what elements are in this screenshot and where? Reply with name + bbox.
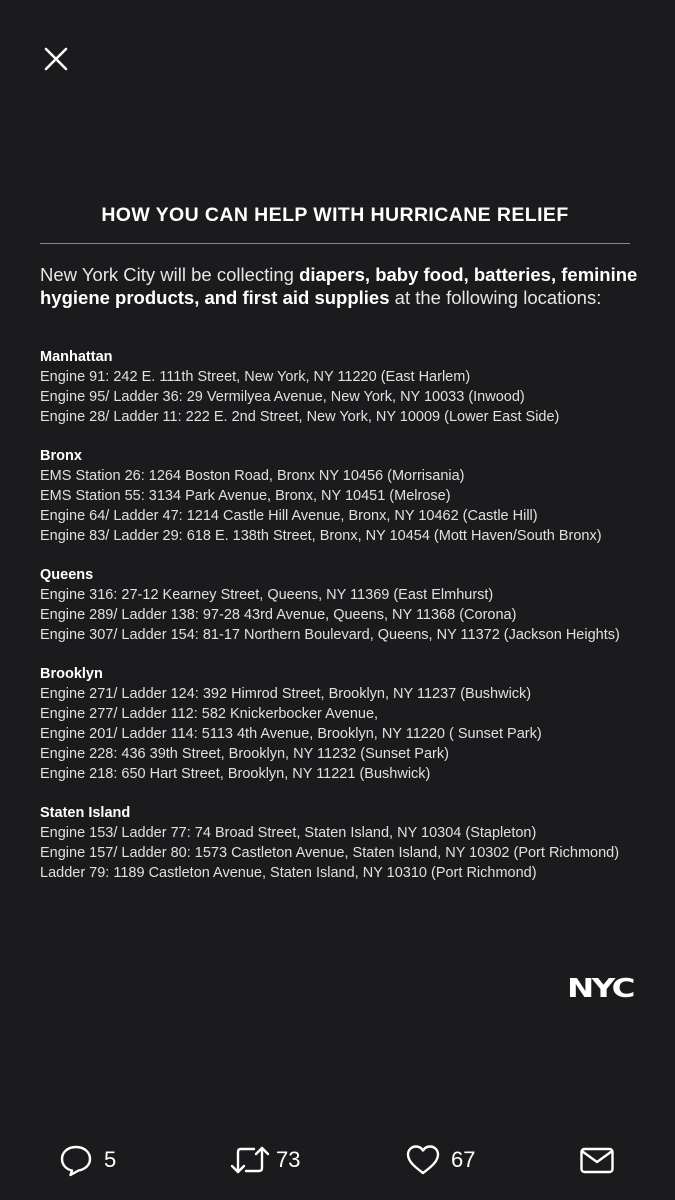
section-manhattan <box>40 347 640 427</box>
retweet-icon <box>228 1142 272 1178</box>
tweet-action-bar <box>0 1138 675 1182</box>
like-button[interactable] <box>405 1138 475 1182</box>
location-item: Engine 157/ Ladder 80: 1573 Castleton Avenue, Staten Island, NY 10302 (Port Richmond) <box>40 845 620 861</box>
location-item: Engine 277/ Ladder 112: 582 Knickerbocker Avenue, <box>40 706 379 722</box>
heart-icon <box>405 1142 441 1178</box>
locations-list <box>40 347 640 902</box>
nyc-logo <box>566 974 634 1000</box>
section-title: Staten Island <box>40 805 131 821</box>
retweet-count: 73 <box>276 1147 301 1172</box>
intro-part2: at the following locations: <box>389 287 602 308</box>
section-title: Bronx <box>40 448 82 464</box>
location-item: Engine 91: 242 E. 111th Street, New York, NY 11220 (East Harlem) <box>40 369 471 385</box>
location-item: Engine 228: 436 39th Street, Brooklyn, NY 11232 (Sunset Park) <box>40 746 449 762</box>
location-item: Engine 64/ Ladder 47: 1214 Castle Hill Avenue, Bronx, NY 10462 (Castle Hill) <box>40 508 538 524</box>
location-item: EMS Station 55: 3134 Park Avenue, Bronx, NY 10451 (Melrose) <box>40 488 451 504</box>
flyer-heading: HOW YOU CAN HELP WITH HURRICANE RELIEF <box>101 204 569 226</box>
location-item: Engine 201/ Ladder 114: 5113 4th Avenue, Brooklyn, NY 11220 ( Sunset Park) <box>40 726 542 742</box>
section-brooklyn <box>40 664 640 784</box>
section-staten-island <box>40 803 640 883</box>
close-icon <box>33 36 79 82</box>
section-queens <box>40 565 640 645</box>
close-button[interactable] <box>33 36 79 82</box>
section-title: Manhattan <box>40 349 113 365</box>
heading-divider <box>40 243 630 244</box>
intro-part1: New York City will be collecting <box>40 264 300 285</box>
reply-icon <box>58 1142 94 1178</box>
like-count: 67 <box>451 1147 476 1172</box>
retweet-button[interactable] <box>228 1138 300 1182</box>
section-bronx <box>40 446 640 546</box>
section-title: Brooklyn <box>40 666 103 682</box>
direct-message-button[interactable] <box>578 1138 616 1182</box>
location-item: EMS Station 26: 1264 Boston Road, Bronx NY 10456 (Morrisania) <box>40 468 465 484</box>
location-item: Engine 307/ Ladder 154: 81-17 Northern Boulevard, Queens, NY 11372 (Jackson Heights) <box>40 627 620 643</box>
location-item: Engine 95/ Ladder 36: 29 Vermilyea Avenue, New York, NY 10033 (Inwood) <box>40 389 525 405</box>
location-item: Engine 83/ Ladder 29: 618 E. 138th Street, Bronx, NY 10454 (Mott Haven/South Bronx) <box>40 528 602 544</box>
intro-text <box>40 263 640 309</box>
reply-button[interactable] <box>58 1138 116 1182</box>
mail-icon <box>578 1142 616 1178</box>
section-title: Queens <box>40 567 94 583</box>
location-item: Engine 271/ Ladder 124: 392 Himrod Street, Brooklyn, NY 11237 (Bushwick) <box>40 686 532 702</box>
nyc-logo-text: NYC <box>567 974 634 1000</box>
intro-items-bold: diapers, baby food, batteries, feminine hygiene products, and first aid supplies <box>40 264 638 308</box>
location-item: Engine 289/ Ladder 138: 97-28 43rd Avenue, Queens, NY 11368 (Corona) <box>40 607 517 623</box>
reply-count: 5 <box>104 1147 117 1172</box>
location-item: Engine 28/ Ladder 11: 222 E. 2nd Street, New York, NY 10009 (Lower East Side) <box>40 409 560 425</box>
location-item: Engine 316: 27-12 Kearney Street, Queens, NY 11369 (East Elmhurst) <box>40 587 494 603</box>
location-item: Engine 218: 650 Hart Street, Brooklyn, NY 11221 (Bushwick) <box>40 766 431 782</box>
location-item: Engine 153/ Ladder 77: 74 Broad Street, Staten Island, NY 10304 (Stapleton) <box>40 825 537 841</box>
location-item: Ladder 79: 1189 Castleton Avenue, Staten Island, NY 10310 (Port Richmond) <box>40 865 537 881</box>
